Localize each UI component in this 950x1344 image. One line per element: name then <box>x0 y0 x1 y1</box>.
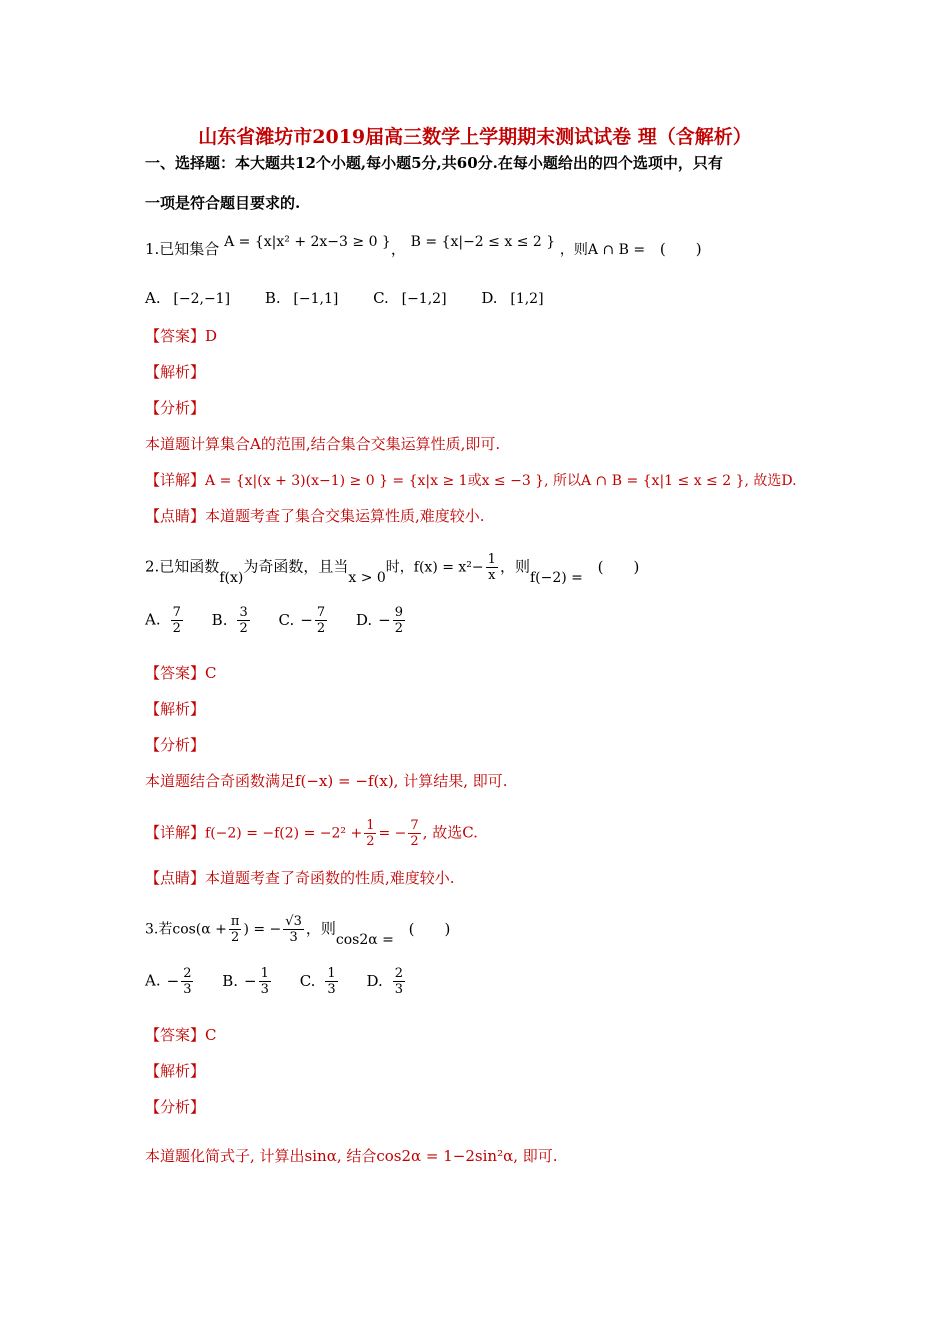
question-1-jiexi-label: 【解析】 <box>145 363 206 381</box>
question-1-detail: 【详解】A = {x|(x + 3)(x−1) ≥ 0 } = {x|x ≥ 1或x ≤ −3 }, 所以A ∩ B = {x|1 ≤ x ≤ 2 }, 故选D. <box>145 471 797 489</box>
question-2-comment: 【点睛】本道题考查了奇函数的性质,难度较小. <box>145 869 455 887</box>
question-3-jiexi-label: 【解析】 <box>145 1062 206 1080</box>
section-heading-line2: 一项是符合题目要求的. <box>145 194 301 212</box>
document-title: 山东省潍坊市2019届高三数学上学期期末测试试卷 理（含解析） <box>198 126 752 148</box>
question-3-answer: 【答案】C <box>145 1026 217 1044</box>
question-1-stem: 1.已知集合 A = {x|x² + 2x−3 ≥ 0 }， B = {x|−2 ≤ x ≤ 2 } ，则A ∩ B = ( ) <box>145 234 702 258</box>
question-3-options: A. − $\frac{2}{3}$ B. − $\frac{1}{3}$ C. $\frac{1}{3}$ D. $\frac{2}{3}$ <box>145 966 404 997</box>
question-3-analysis: 本道题化简式子, 计算出sinα, 结合cos2α = 1−2sin²α, 即可. <box>145 1147 558 1165</box>
question-2-jiexi-label: 【解析】 <box>145 700 206 718</box>
section-heading-line1: 一、选择题：本大题共12个小题,每小题5分,共60分.在每小题给出的四个选项中，只有 <box>145 154 723 172</box>
question-2-analysis: 本道题结合奇函数满足f(−x) = −f(x), 计算结果, 即可. <box>145 772 508 790</box>
question-3-fenxi-label: 【分析】 <box>145 1098 206 1116</box>
question-2-options: A. $\frac{7}{2}$ B. $\frac{3}{2}$ C. − $\frac{7}{2}$ D. − $\frac{9}{2}$ <box>145 605 404 636</box>
question-1-options: A. [−2,−1] B. [−1,1] C. [−1,2] D. [1,2] <box>145 289 544 307</box>
question-3-stem: 3.若cos(α + $\frac{\pi}{2}$ ) = − $\frac{√3}{3}$ ，则cos2α = ( ) <box>145 914 451 948</box>
question-1-comment: 【点睛】本道题考查了集合交集运算性质,难度较小. <box>145 507 485 525</box>
question-1-fenxi-label: 【分析】 <box>145 399 206 417</box>
question-2-detail: 【详解】f(−2) = −f(2) = −2² + $\frac{1}{2}$ = − $\frac{7}{2}$ , 故选C. <box>145 818 478 849</box>
question-1-answer: 【答案】D <box>145 327 218 345</box>
question-2-answer: 【答案】C <box>145 664 217 682</box>
question-2-fenxi-label: 【分析】 <box>145 736 206 754</box>
question-1-analysis: 本道题计算集合A的范围,结合集合交集运算性质,即可. <box>145 435 501 453</box>
question-2-stem: 2.已知函数f(x)为奇函数，且当x > 0时，f(x) = x²− $\frac{1}{x}$ ，则f(−2) = ( ) <box>145 552 640 586</box>
